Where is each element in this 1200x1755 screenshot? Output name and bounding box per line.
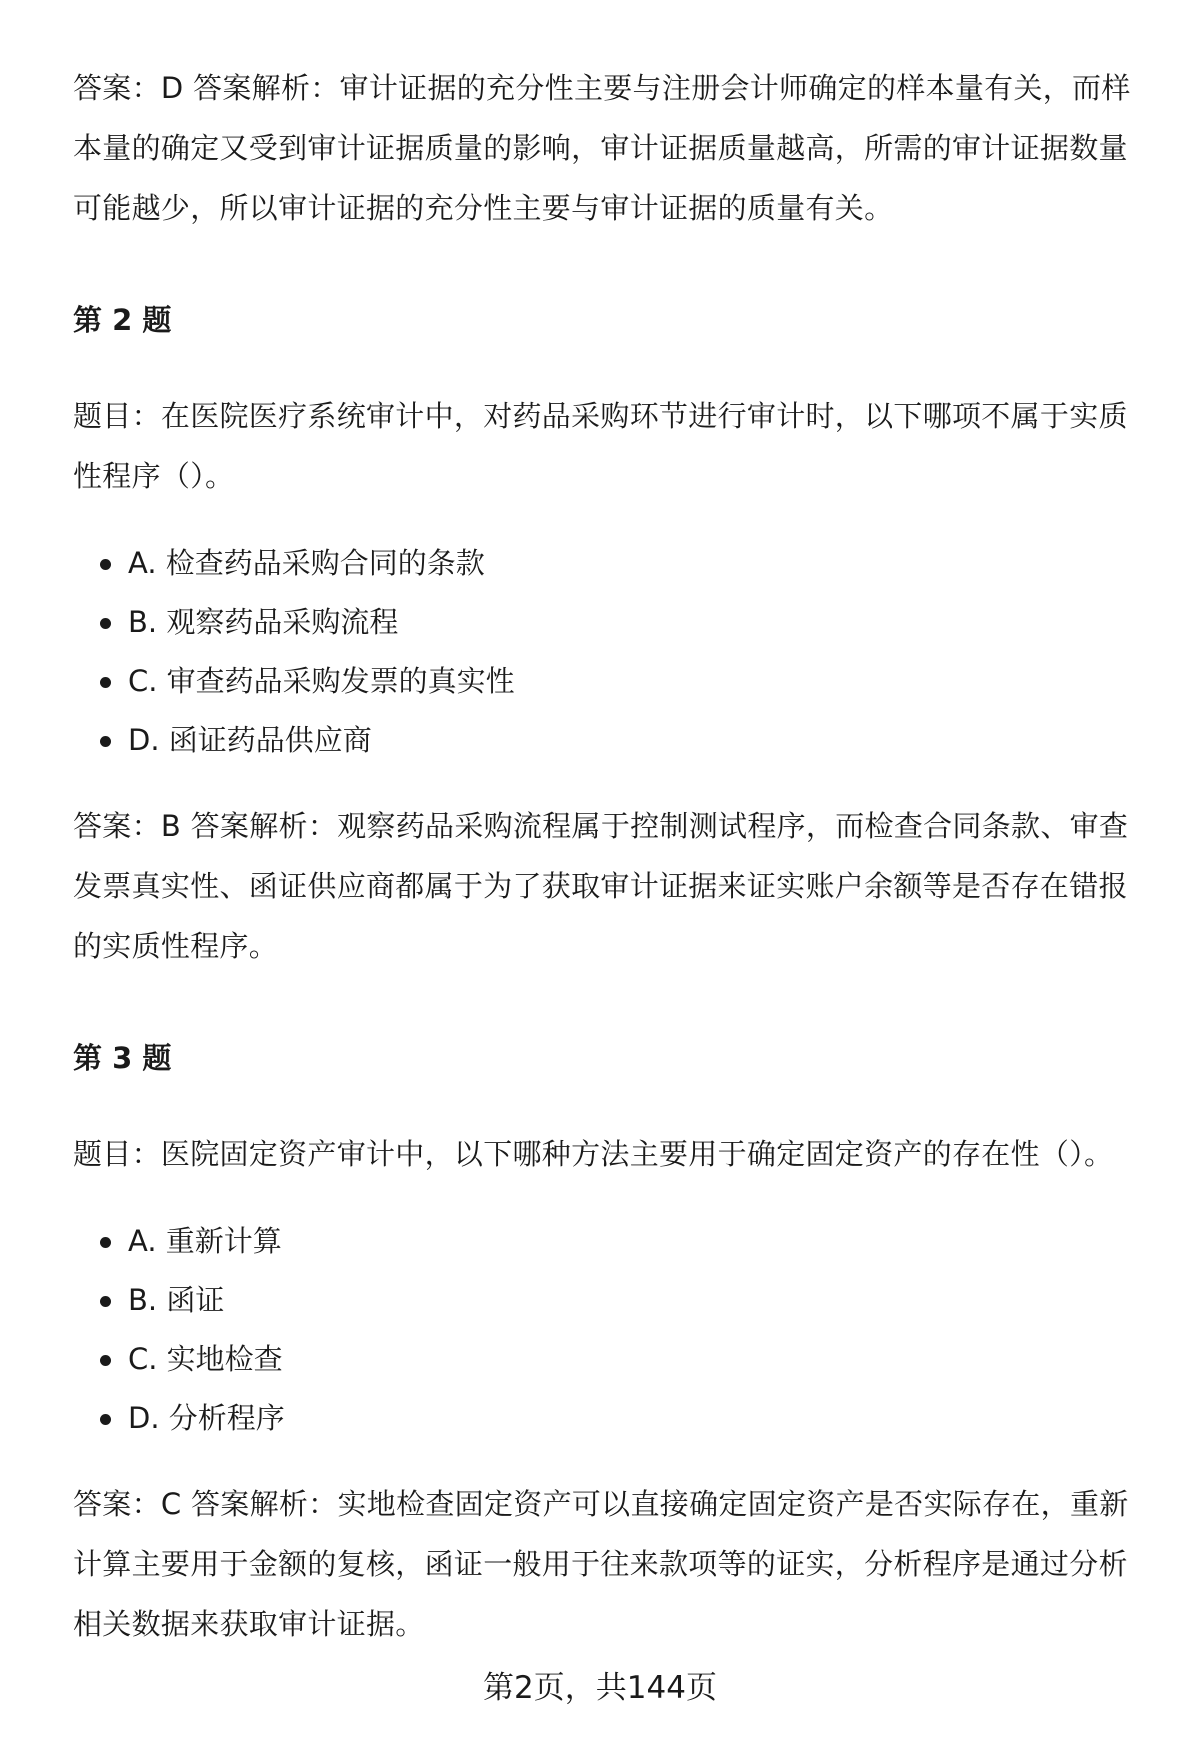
bullet-icon: [100, 1355, 111, 1366]
bullet-icon: [100, 1296, 111, 1307]
q2-answer: 答案：B 答案解析：观察药品采购流程属于控制测试程序，而检查合同条款、审查发票真实性、函证供应商都属于为了获取审计证据来证实账户余额等是否存在错报的实质性程序。: [73, 809, 1129, 963]
q3-option-d: D. 分析程序: [73, 1389, 1153, 1448]
bullet-icon: [100, 559, 111, 570]
q2-question: 题目：在医院医疗系统审计中，对药品采购环节进行审计时，以下哪项不属于实质性程序（）。: [73, 399, 1128, 493]
bullet-icon: [100, 1237, 111, 1248]
bullet-icon: [100, 736, 111, 747]
q2-heading: 第 2 题: [73, 303, 172, 337]
q3-answer: 答案：C 答案解析：实地检查固定资产可以直接确定固定资产是否实际存在，重新计算主要用于金额的复核，函证一般用于往来款项等的证实，分析程序是通过分析相关数据来获取审计证据。: [73, 1487, 1129, 1641]
q3-question: 题目：医院固定资产审计中，以下哪种方法主要用于确定固定资产的存在性（）。: [73, 1137, 1114, 1171]
q3-option-c: C. 实地检查: [73, 1330, 1153, 1389]
document-page: [73, 58, 1153, 1654]
q3-option-b: B. 函证: [73, 1271, 1153, 1330]
q1-answer: 答案：D 答案解析：审计证据的充分性主要与注册会计师确定的样本量有关，而样本量的确定又受到审计证据质量的影响，审计证据质量越高，所需的审计证据数量可能越少，所以审计证据的充分性主要与审计证据的质量有关。: [73, 71, 1131, 225]
q2-option-b: B. 观察药品采购流程: [73, 593, 1153, 652]
bullet-icon: [100, 677, 111, 688]
q3-heading: 第 3 题: [73, 1041, 172, 1075]
q2-option-a: A. 检查药品采购合同的条款: [73, 534, 1153, 593]
q3-options: [73, 1212, 1153, 1448]
q2-options: [73, 534, 1153, 770]
page-number: 第2页，共144页: [483, 1670, 717, 1706]
q2-option-c: C. 审查药品采购发票的真实性: [73, 652, 1153, 711]
q2-option-d: D. 函证药品供应商: [73, 711, 1153, 770]
bullet-icon: [100, 1414, 111, 1425]
bullet-icon: [100, 618, 111, 629]
q3-option-a: A. 重新计算: [73, 1212, 1153, 1271]
